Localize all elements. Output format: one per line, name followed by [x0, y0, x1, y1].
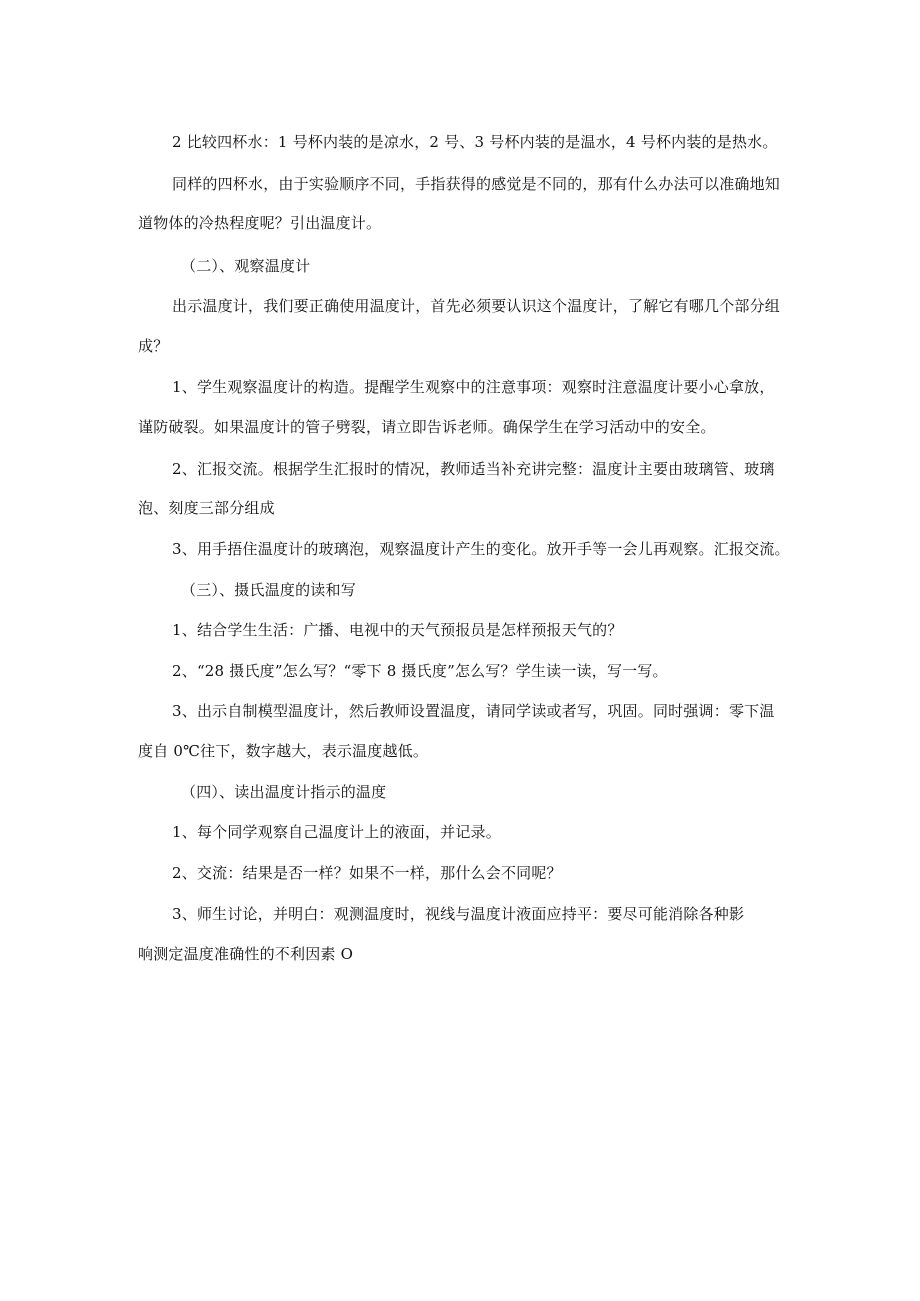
text-line: 1、结合学生生活：广播、电视中的天气预报员是怎样预报天气的？	[172, 621, 623, 639]
section-heading: （三）、摄氏温度的读和写	[181, 581, 356, 599]
text-line: 3、师生讨论，并明白：观测温度时，视线与温度计液面应持平：要尽可能消除各种影	[172, 905, 745, 923]
text-line: 2、“28 摄氏度”怎么写？“零下 8 摄氏度”怎么写？学生读一读，写一写。	[172, 662, 668, 680]
text-line: 3、用手捂住温度计的玻璃泡，观察温度计产生的变化。放开手等一会儿再观察。汇报交流。	[172, 540, 790, 558]
text-line: 出示温度计，我们要正确使用温度计，首先必须要认识这个温度计，了解它有哪几个部分组	[172, 297, 781, 315]
text-line: 同样的四杯水，由于实验顺序不同，手指获得的感觉是不同的，那有什么办法可以准确地知	[172, 175, 781, 193]
text-line: 谨防破裂。如果温度计的管子劈裂，请立即告诉老师。确保学生在学习活动中的安全。	[138, 418, 716, 436]
text-line: 2、交流：结果是否一样？如果不一样，那什么会不同呢？	[172, 864, 562, 882]
text-line: 2 比较四杯水：1 号杯内装的是凉水，2 号、3 号杯内装的是温水，4 号杯内装的是热水。	[172, 133, 778, 151]
text-line: 成？	[138, 337, 169, 355]
text-line: 道物体的冷热程度呢？引出温度计。	[138, 214, 382, 232]
text-line: 2、汇报交流。根据学生汇报时的情况，教师适当补充讲完整：温度计主要由玻璃管、玻璃	[172, 460, 775, 478]
text-line: 响测定温度准确性的不利因素 O	[138, 945, 354, 963]
text-line: 3、出示自制模型温度计，然后教师设置温度，请同学读或者写，巩固。同时强调：零下温	[172, 702, 775, 720]
section-heading: （二）、观察温度计	[181, 257, 311, 275]
text-line: 泡、刻度三部分组成	[138, 499, 275, 517]
text-line: 1、学生观察温度计的构造。提醒学生观察中的注意事项：观察时注意温度计要小心拿放，	[172, 378, 775, 396]
section-heading: （四）、读出温度计指示的温度	[181, 783, 387, 801]
text-line: 1、每个同学观察自己温度计上的液面，并记录。	[172, 823, 501, 841]
text-line: 度自 0℃往下，数字越大，表示温度越低。	[138, 742, 429, 760]
